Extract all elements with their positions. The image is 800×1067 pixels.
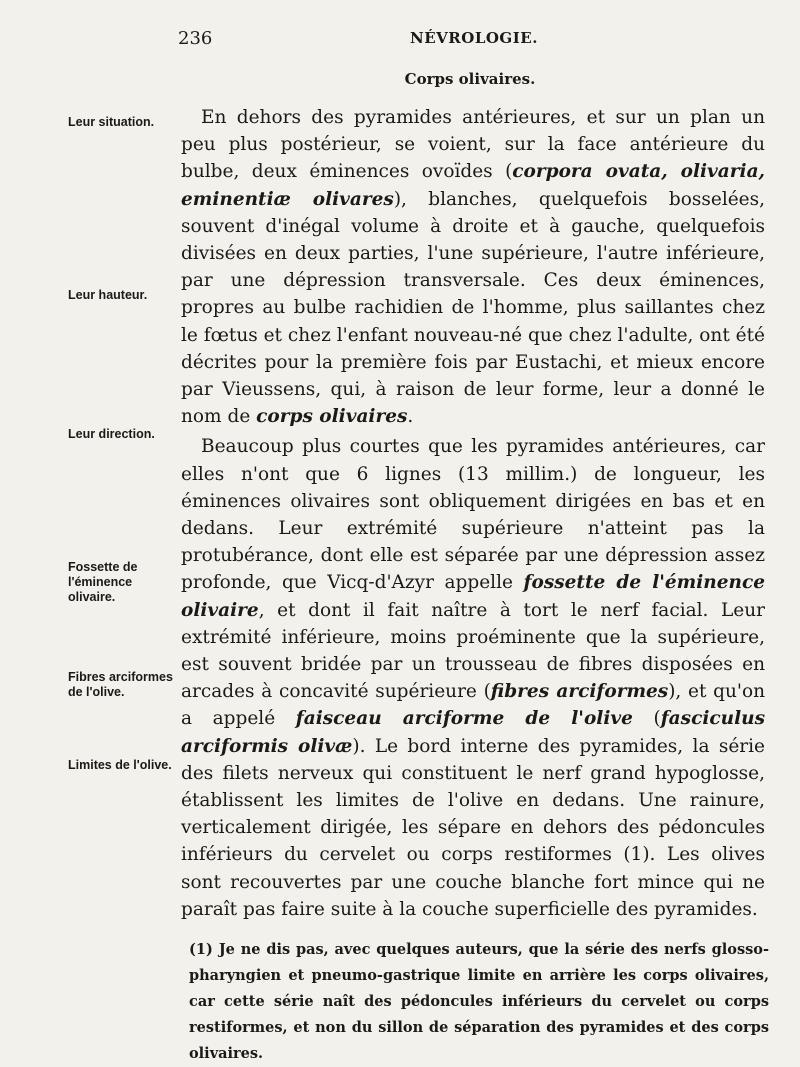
term: fibres arciformes: [490, 681, 669, 703]
running-title: NÉVROLOGIE.: [410, 29, 538, 47]
term: corps olivaires: [256, 406, 408, 428]
term: fossette de l'éminence olivaire: [181, 572, 765, 621]
margin-note: Leur direction.: [68, 427, 155, 441]
page-number: 236: [178, 28, 213, 49]
body-text: [181, 104, 765, 923]
footnote: [189, 937, 769, 1067]
margin-note: Leur situation.: [68, 115, 155, 129]
margin-note: Fossette de l'éminence olivaire.: [68, 560, 138, 604]
footnote-mark: (1): [189, 941, 213, 958]
latin-term: corpora ovata, olivaria, eminentiæ olivares: [181, 161, 765, 210]
section-title: Corps olivaires.: [404, 70, 536, 88]
paragraph: Beaucoup plus courtes que les pyramides antérieures, car elles n'ont que 6 lignes (13 millim.) de longueur, les éminences olivaires sont obliquement dirigées en bas et en dedans. Leur extrémité supérieure n'atteint pas la protubérance, dont elle est séparée par une dépression assez profonde, que Vicq-d'Azyr appelle fossette de l'éminence olivaire, et dont il fait naître à tort le nerf facial. Leur extrémité inférieure, moins proéminente que la supérieure, est souvent bridée par un trousseau de fibres disposées en arcades à concavité supérieure (fibres arciformes), et qu'on a appelé faisceau arciforme de l'olive (fasciculus arciformis olivæ). Le bord interne des pyramides, la série des filets nerveux qui constituent le nerf grand hypoglosse, établissent les limites de l'olive en dedans. Une rainure, verticalement dirigée, les sépare en dehors des pédoncules inférieurs du cervelet ou corps restiformes (1). Les olives sont recouvertes par une couche blanche fort mince qui ne paraît pas faire suite à la couche superficielle des pyramides.: [181, 436, 766, 920]
latin-term: fasciculus arciformis olivæ: [181, 708, 765, 757]
running-head: [178, 28, 770, 52]
margin-note: Fibres arciformes de l'olive.: [68, 670, 173, 699]
term: faisceau arciforme de l'olive: [295, 708, 633, 730]
paragraph: En dehors des pyramides antérieures, et sur un plan un peu plus postérieur, se voient, sur la face antérieure du bulbe, deux éminences ovoïdes (corpora ovata, olivaria, eminentiæ olivares), blanches, quelquefois bosselées, souvent d'inégal volume à droite et à gauche, quelquefois divisées en deux parties, l'une supérieure, l'autre inférieure, par une dépression transversale. Ces deux éminences, propres au bulbe rachidien de l'homme, plus saillantes chez le fœtus et chez l'enfant nouveau-né que chez l'adulte, ont été décrites pour la première fois par Eustachi, et mieux encore par Vieussens, qui, à raison de leur forme, leur a donné le nom de corps olivaires.: [181, 107, 766, 428]
footnote-text: Je ne dis pas, avec quelques auteurs, que la série des nerfs glosso-pharyngien et pneumo-gastrique limite en arrière les corps olivaires, car cette série naît des pédoncules inférieurs du cervelet ou corps restiformes, et non du sillon de séparation des pyramides et des corps olivaires.: [189, 941, 769, 1062]
margin-note: Leur hauteur.: [68, 288, 148, 302]
margin-note: Limites de l'olive.: [68, 758, 172, 772]
